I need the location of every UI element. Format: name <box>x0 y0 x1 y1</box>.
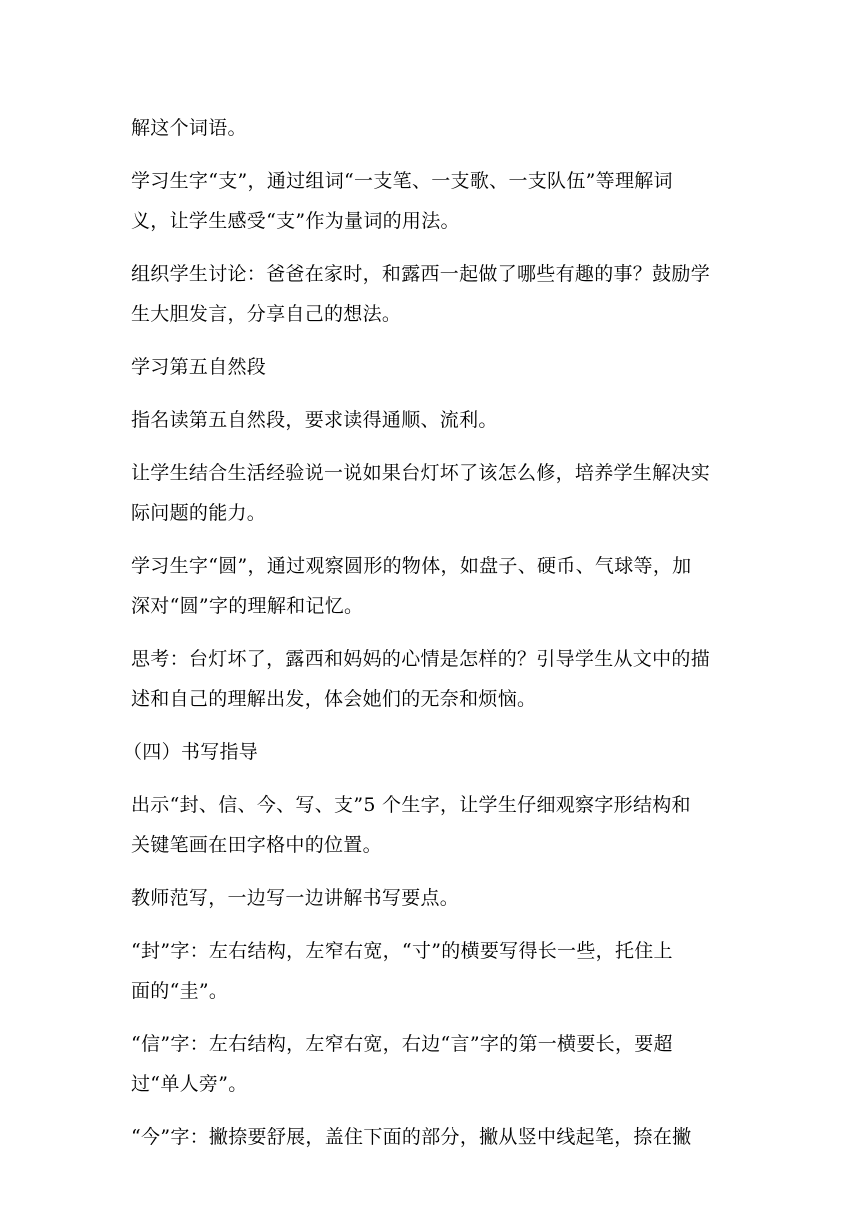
paragraph <box>131 254 731 334</box>
paragraph <box>131 878 731 918</box>
text-line: 学习生字“支”，通过组词“一支笔、一支歌、一支队伍”等理解词 <box>131 170 673 192</box>
paragraph <box>131 1117 731 1157</box>
text-line: 思考：台灯坏了，露西和妈妈的心情是怎样的？引导学生从文中的描 <box>131 648 711 670</box>
text-line: 教师范写，一边写一边讲解书写要点。 <box>131 887 460 909</box>
text-line: 面的“圭”。 <box>131 980 229 1002</box>
paragraph <box>131 639 731 719</box>
paragraph <box>131 1024 731 1104</box>
document-page <box>123 108 731 1170</box>
paragraph <box>131 161 731 241</box>
text-line: 深对“圆”字的理解和记忆。 <box>131 595 364 617</box>
text-line: 让学生结合生活经验说一说如果台灯坏了该怎么修，培养学生解决实 <box>131 462 711 484</box>
section-heading <box>123 732 731 772</box>
text-line: 学习生字“圆”，通过观察圆形的物体，如盘子、硬币、气球等，加 <box>131 555 692 577</box>
text-line: “今”字：撇捺要舒展，盖住下面的部分，撇从竖中线起笔，捺在撇 <box>131 1126 692 1148</box>
text-line: 出示“封、信、今、写、支”5 个生字，让学生仔细观察字形结构和 <box>131 794 691 816</box>
text-line: 解这个词语。 <box>131 117 247 139</box>
text-line: 指名读第五自然段，要求读得通顺、流利。 <box>131 409 498 431</box>
text-line: 生大胆发言，分享自己的想法。 <box>131 303 402 325</box>
paragraph <box>131 785 731 865</box>
paragraph <box>131 108 731 148</box>
paragraph <box>131 453 731 533</box>
paragraph <box>131 931 731 1011</box>
text-line: 关键笔画在田字格中的位置。 <box>131 834 382 856</box>
text-line: 义，让学生感受“支”作为量词的用法。 <box>131 210 460 232</box>
text-line: 过“单人旁”。 <box>131 1073 248 1095</box>
section-subheading <box>131 347 731 387</box>
text-line: “信”字：左右结构，左窄右宽，右边“言”字的第一横要长，要超 <box>131 1033 673 1055</box>
text-line: 际问题的能力。 <box>131 502 267 524</box>
paragraph <box>131 546 731 626</box>
text-line: “封”字：左右结构，左窄右宽，“寸”的横要写得长一些，托住上 <box>131 940 673 962</box>
text-line: 学习第五自然段 <box>131 356 267 378</box>
text-line: 组织学生讨论：爸爸在家时，和露西一起做了哪些有趣的事？鼓励学 <box>131 263 711 285</box>
paragraph <box>131 400 731 440</box>
text-line: 述和自己的理解出发，体会她们的无奈和烦恼。 <box>131 688 537 710</box>
text-line: （四）书写指导 <box>123 741 259 763</box>
